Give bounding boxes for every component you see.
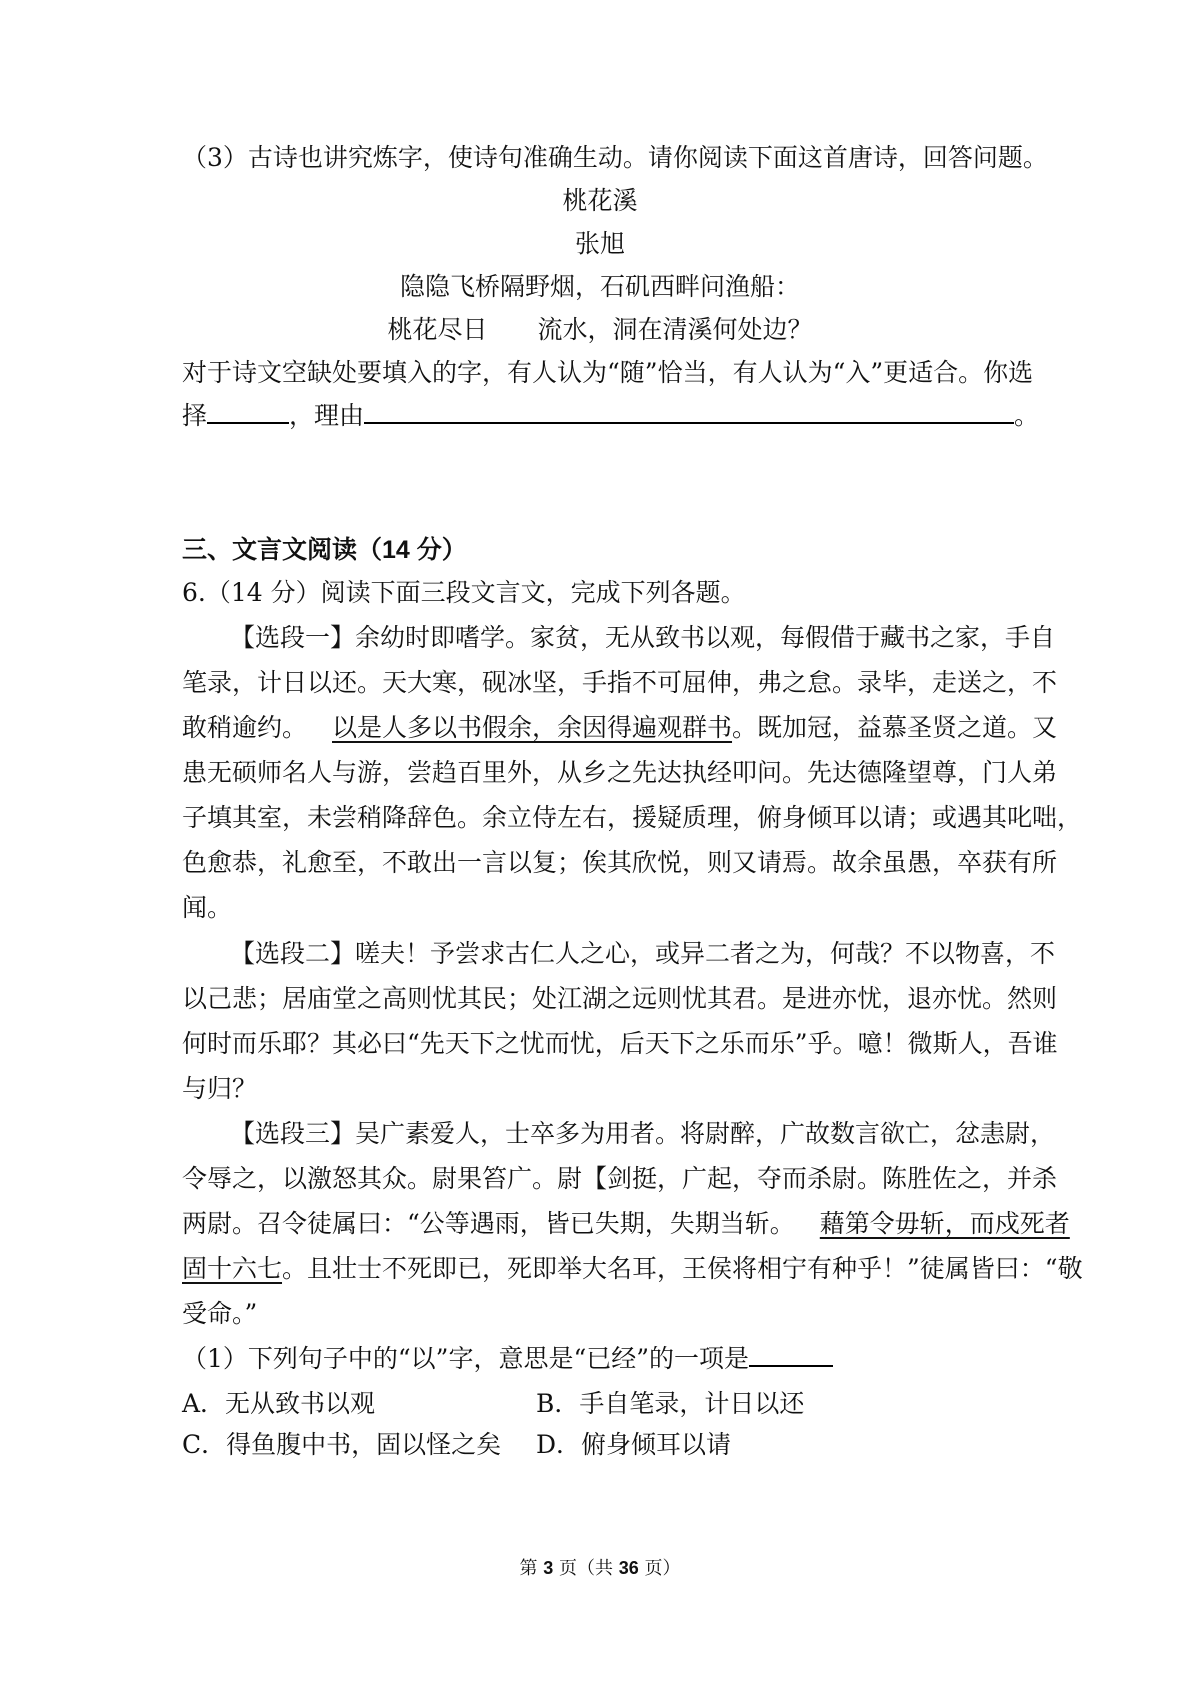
page-number: 3: [543, 1558, 554, 1578]
passage3-line-5: 受命。”: [182, 1299, 258, 1328]
passage2-line-1: 【选段二】嗟夫！予尝求古仁人之心，或异二者之为，何哉？不以物喜，不: [230, 939, 1056, 968]
q3-prompt-line-2: [182, 398, 1039, 434]
poem-title: 桃花溪: [562, 186, 638, 215]
passage1-line-1: 【选段一】余幼时即嗜学。家贫，无从致书以观，每假借于藏书之家，手自: [230, 623, 1056, 652]
passage1-line-2: 笔录，计日以还。天大寒，砚冰坚，手指不可屈伸，弗之怠。录毕，走送之，不: [182, 668, 1058, 697]
passage1-line-3: [182, 710, 1057, 746]
poem-line-2-start: 桃花尽日: [387, 315, 488, 344]
choose-label: 择: [182, 401, 208, 430]
page-footer: [0, 1554, 1200, 1580]
passage1-line-5: 子填其室，未尝稍降辞色。余立侍左右，援疑质理，俯身倾耳以请；或遇其叱咄，: [182, 803, 1083, 832]
option-d[interactable]: D．俯身倾耳以请: [536, 1430, 732, 1459]
q6-1-answer-blank[interactable]: [749, 1341, 833, 1367]
passage3-line-3: [182, 1206, 1070, 1242]
passage1-underlined-sentence: 以是人多以书假余，余因得遍观群书: [332, 713, 733, 742]
passage2-line-4: 与归？: [182, 1074, 258, 1103]
passage2-line-3: 何时而乐耶？其必曰“先天下之忧而忧，后天下之乐而乐”乎。噫！微斯人，吾谁: [182, 1029, 1058, 1058]
total-pages: 36: [618, 1558, 639, 1578]
footer-middle: 页（共: [553, 1558, 619, 1579]
q6-1-stem: [182, 1341, 833, 1377]
passage3-line-4-end: 。且壮士不死即已，死即举大名耳，王侯将相宁有种乎！”徒属皆曰：“敬: [282, 1254, 1083, 1283]
option-c[interactable]: C．得鱼腹中书，固以怪之矣: [182, 1430, 502, 1459]
passage3-line-2: 令辱之，以激怒其众。尉果笞广。尉【剑挺，广起，夺而杀尉。陈胜佐之，并杀: [182, 1164, 1058, 1193]
passage1-line-7: 闻。: [182, 893, 233, 922]
section-heading: 三、文言文阅读（14 分）: [182, 536, 467, 564]
q3-intro: （3）古诗也讲究炼字，使诗句准确生动。请你阅读下面这首唐诗，回答问题。: [182, 143, 1048, 172]
poem-author: 张旭: [574, 229, 625, 258]
passage3-underlined-part-1: 藉第令毋斩，而戍死者: [819, 1209, 1070, 1238]
reason-blank[interactable]: [364, 398, 1014, 424]
passage3-underlined-part-2: 固十六七: [182, 1254, 283, 1283]
passage1-line-3-start: 敢稍逾约。: [182, 713, 308, 742]
poem-line-1: 隐隐飞桥隔野烟，石矶西畔问渔船：: [399, 272, 800, 301]
q6-intro: 6.（14 分）阅读下面三段文言文，完成下列各题。: [182, 578, 746, 607]
passage2-line-2: 以己悲；居庙堂之高则忧其民；处江湖之远则忧其君。是进亦忧，退亦忧。然则: [182, 984, 1058, 1013]
passage3-line-4: [182, 1251, 1083, 1287]
reason-label: ，理由: [289, 401, 365, 430]
footer-prefix: 第: [519, 1558, 544, 1579]
period: 。: [1014, 401, 1040, 430]
passage3-line-1: 【选段三】吴广素爱人，士卒多为用者。将尉醉，广故数言欲亡，忿恚尉，: [230, 1119, 1056, 1148]
q6-1-stem-text: （1）下列句子中的“以”字，意思是“已经”的一项是: [182, 1344, 750, 1373]
option-a[interactable]: A．无从致书以观: [182, 1389, 376, 1418]
option-b[interactable]: B．手自笔录，计日以还: [536, 1389, 805, 1418]
passage1-line-3-end: 。既加冠，益慕圣贤之道。又: [732, 713, 1058, 742]
passage1-line-6: 色愈恭，礼愈至，不敢出一言以复；俟其欣悦，则又请焉。故余虽愚，卒获有所: [182, 848, 1058, 877]
q3-prompt-line-1: 对于诗文空缺处要填入的字，有人认为“随”恰当，有人认为“入”更适合。你选: [182, 358, 1034, 387]
footer-suffix: 页）: [638, 1558, 681, 1579]
poem-line-2-end: 流水，洞在清溪何处边？: [537, 315, 813, 344]
poem-line-2: [0, 312, 1200, 348]
passage3-line-3-start: 两尉。召令徒属曰：“公等遇雨，皆已失期，失期当斩。: [182, 1209, 795, 1238]
passage1-line-4: 患无硕师名人与游，尝趋百里外，从乡之先达执经叩问。先达德隆望尊，门人弟: [182, 758, 1058, 787]
choice-blank[interactable]: [207, 398, 289, 424]
